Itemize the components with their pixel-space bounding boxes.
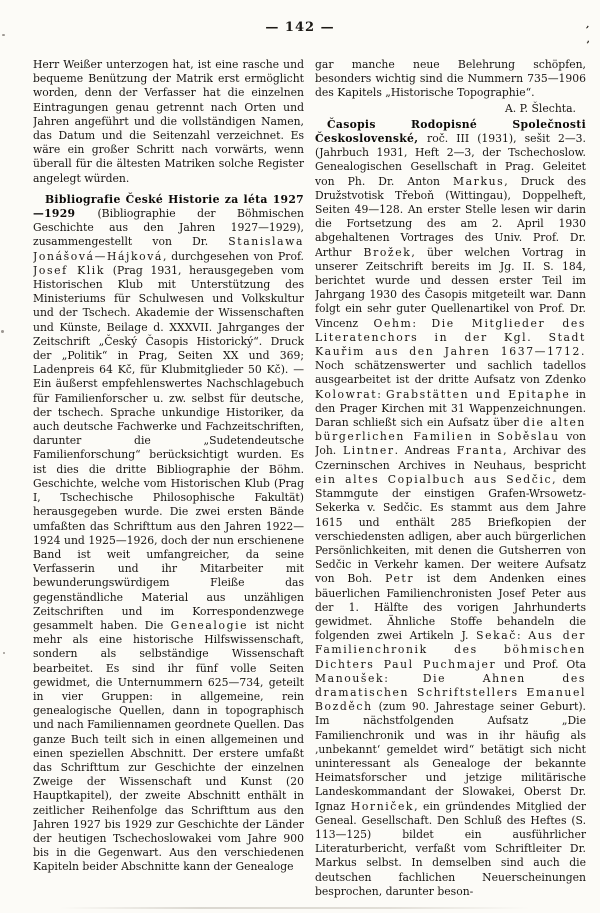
- text-segment: , Archivar des Czerninschen Archives in Neuhaus, bespricht: [315, 444, 586, 472]
- emphasized-name: Lintner: [342, 444, 395, 458]
- emphasized-name: die alten bürgerlichen Familien: [315, 416, 586, 444]
- text-segment: , dem Stammgute der einstigen Grafen-Wrsowetz-Sekerka v. Sedčic. Es stammt aus dem Jahre 1615 und enthält 285 Briefkopien der verschiedensten adligen, aber auch bürgerlichen Persönlichkeiten, mit denen die Gutsherren von Sedčic in Verkehr kamen. Der weitere Aufsatz von Boh.: [315, 472, 586, 586]
- emphasized-name: Kolowrat: [315, 387, 378, 401]
- scan-artifact-mark: ’: [585, 39, 590, 52]
- author-signature: A. P. Šlechta.: [504, 101, 576, 115]
- text-segment: :: [516, 629, 529, 643]
- emphasized-name: Josef Klik: [33, 263, 106, 277]
- text-segment: von Joh.: [315, 430, 586, 458]
- emphasized-name: Aus der Familienchronik des böhmischen Dichters Paul Puchmajer: [315, 629, 586, 671]
- text-columns: [33, 58, 587, 913]
- page-number: [0, 20, 600, 35]
- emphasized-name: Horniček: [350, 799, 415, 813]
- emphasized-name: Franta: [456, 444, 504, 458]
- continuation-paragraph: [33, 58, 304, 186]
- text-segment: , über welchen Vortrag in unserer Zeitschrift bereits im Jg. II. S. 184, berichtet wurde und dessen erster Teil im Jahrgang 1930 des Časopis mitgeteilt war. Dann folgt ein sehr guter Quellenartikel von Prof. Dr. Vincenz: [315, 245, 586, 330]
- article-title: Bibliografie České Historie za léta 1927—1929: [33, 192, 304, 221]
- text-segment: (Prag 1931, herausgegeben vom Historischen Klub mit Unterstützung des Ministeriums für Schulwesen und Volkskultur und der Tschech. Akademie der Wissenschaften und Künste, Beilage d. XXXVII. Jahrganges der Zeitschrift „Český Časopis Historický“. Druck der „Politik“ in Prag, Seiten XX und 369; Ladenpreis 64 Kč, für Klubmitglieder 50 Kč). — Ein äußerst empfehlenswertes Nachschlagebuch für Familienforscher u. zw. selbst für deutsche, der tschech. Sprache unkundige Historiker, da auch deutsche Fachwerke und Fachzeitschriften, darunter die „Sudetendeutsche Familienforschung“ berücksichtigt wurden. Es ist dies die dritte Bibliographie der Böhm. Geschichte, welche vom Historischen Klub (Prag I, Tschechische Philosophische Fakultät) herausgegeben wurde. Die zwei ersten Bände umfaßten das Schrifttum aus den Jahren 1922—1924 und 1925—1926, doch der nun erschienene Band ist weit umfangreicher, da seine Verfasserin und ihr Mitarbeiter mit bewunderungswürdigem Fleiße das gegenständliche Material aus unzähligen Zeitschriften und im Korrespondenzwege gesammelt haben. Die: [33, 263, 304, 632]
- text-segment: gar manche neue Belehrung schöpfen, besonders wichtig sind die Nummern 735—1906 des Kapitels „Historische Topographie“.: [315, 58, 586, 100]
- right-column: [315, 58, 586, 913]
- article-title: Časopis Rodopisné Společnosti Československé,: [315, 117, 586, 146]
- emphasized-name: Markus: [452, 174, 505, 188]
- text-segment: in den Prager Kirchen mit 31 Wappenzeichnungen. Daran schließt sich ein Aufsatz über: [315, 387, 586, 430]
- text-segment: :: [377, 387, 387, 401]
- text-segment: (Bibliographie der Böhmischen Geschichte aus den Jahren 1927—1929), zusammengestellt von Dr.: [33, 207, 304, 249]
- emphasized-name: Genealogie: [170, 618, 249, 632]
- text-segment: , Druck des Družstvotisk Třeboň (Wittingau), Doppelheft, Seiten 49—128. An erster Stelle lesen wir darin die Fortsetzung des am 2. April 1930 abgehaltenen Vortrages des Univ. Prof. Dr. Arthur: [315, 174, 586, 259]
- page-number-text: — 142 —: [265, 20, 335, 35]
- text-segment: ist nicht mehr als eine historische Hilfswissenschaft, sondern als selbständige Wissenschaft bearbeitet. Es sind ihr fünf volle Seiten gewidmet, die Unternummern 625—734, geteilt in vier Gruppen: in allgemeine, rein genealogische Quellen, dann in topographisch und nach Familiennamen geordnete Quellen. Das ganze Buch teilt sich in einen allgemeinen und einen speziellen Abschnitt. Der erstere umfaßt das Schrifttum zur Geschichte der einzelnen Zweige der Wissenschaft und Kunst (20 Hauptkapitel), der zweite Abschnitt enthält in zeitlicher Reihenfolge das Schrifttum aus den Jahren 1927 bis 1929 zur Geschichte der Länder der heutigen Tschechoslowakei vom Jahre 900 bis in die Gegenwart. Aus den verschiedenen Kapiteln beider Abschnitte kann der Genealoge: [33, 618, 304, 874]
- emphasized-name: Oehm: [373, 316, 413, 330]
- emphasized-name: Brožek: [363, 245, 412, 259]
- emphasized-name: Petr: [385, 572, 415, 586]
- text-segment: und Prof. Ota: [496, 657, 586, 671]
- text-segment: Herr Weißer unterzogen hat, ist eine rasche und bequeme Benützung der Matrik erst ermöglicht worden, denn der Verfasser hat die einzelnen Eintragungen genau getrennt nach Orten und Jahren angeführt und die vollständigen Namen, das Datum und die Seitenzahl verzeichnet. Es wäre ein großer Schritt nach vorwärts, wenn überall für die ältesten Matriken solche Register angelegt würden.: [33, 58, 304, 185]
- review-bibliografie: [33, 193, 304, 875]
- emphasized-name: Soběslau: [497, 430, 560, 444]
- continuation-paragraph: [315, 58, 586, 101]
- text-segment: Noch schätzenswerter und sachlich tadellos ausgearbeitet ist der dritte Aufsatz von Zdenko: [315, 359, 586, 387]
- text-segment: . Andreas: [394, 444, 457, 458]
- text-segment: :: [412, 316, 432, 330]
- emphasized-name: Stanislawa Jonášová—Hájková: [33, 235, 304, 263]
- left-column: [33, 58, 304, 913]
- emphasized-name: ein altes Copialbuch aus Sedčic: [315, 472, 553, 486]
- text-segment: ist dem Andenken eines bäuerlichen Familienchronisten Josef Peter aus der 1. Hälfte des vorigen Jahrhunderts gewidmet. Ähnliche Stoffe behandeln die folgenden zwei Artikeln J.: [315, 572, 586, 643]
- text-segment: :: [384, 671, 423, 685]
- scan-artifact-speck: [3, 652, 5, 654]
- review-casopis: [315, 118, 586, 899]
- text-segment: (zum 90. Jahrestage seiner Geburt). Im nächstfolgenden Aufsatz „Die Familienchronik und was in ihr häufig als ‚unbekannt‘ gemeldet wird“ betätigt sich nicht uninteressant als Genealoge der bekannte Heimatsforscher und jetzige militärische Landeskommandant der Slowakei, Oberst Dr. Ignaz: [315, 700, 586, 813]
- emphasized-name: Manoušek: [315, 671, 385, 685]
- emphasized-name: Die Mitglieder des Literatenchors in der Kgl. Stadt Kauřim aus den Jahren 1637—1712.: [315, 316, 586, 359]
- scan-artifact-speck: [2, 34, 5, 36]
- text-segment: in: [473, 430, 498, 444]
- scan-artifact-mark: ’: [583, 24, 590, 37]
- emphasized-name: Sekač: [476, 629, 517, 643]
- emphasized-name: Grabstätten und Epitaphe: [386, 387, 571, 401]
- emphasized-name: Die Ahnen des dramatischen Schriftstellers Emanuel Bozděch: [315, 671, 586, 714]
- scan-artifact-speck: [1, 330, 4, 333]
- text-segment: , ein gründendes Mitglied der Geneal. Gesellschaft. Den Schluß des Heftes (S. 113—125) bildet ein ausführlicher Literaturbericht, verfaßt vom Schriftleiter Dr. Markus selbst. In demselben sind auch die deutschen fachlichen Neuerscheinungen besprochen, darunter beson-: [315, 799, 586, 898]
- text-segment: roč. III (1931), sešit 2—3. (Jahrbuch 1931, Heft 2—3, der Tschechoslow. Genealogischen Gesellschaft in Prag. Geleitet von Ph. Dr. Anton: [315, 132, 586, 188]
- text-segment: , durchgesehen von Prof.: [162, 249, 304, 263]
